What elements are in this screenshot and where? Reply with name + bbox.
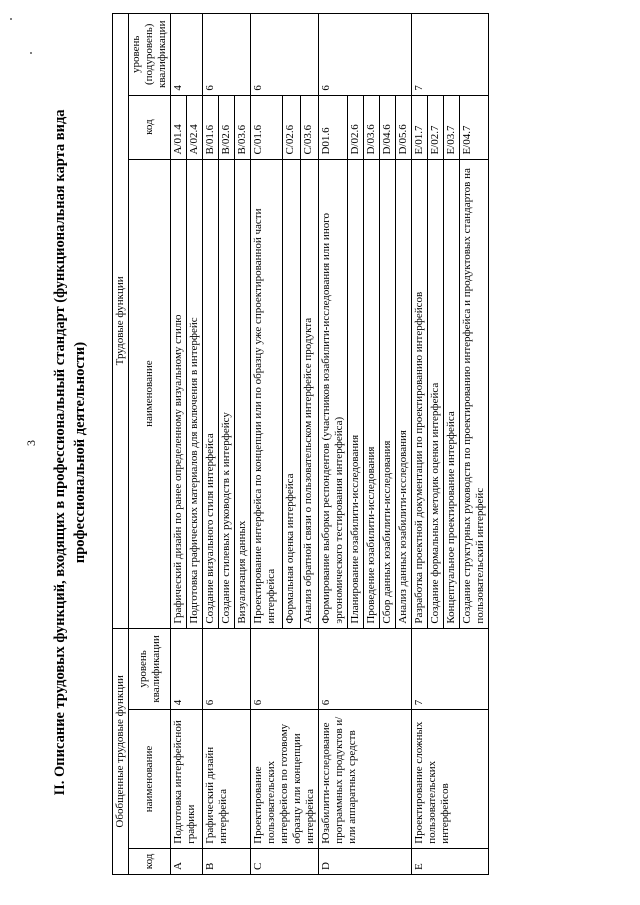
group-code: D: [319, 848, 412, 874]
header-generalized-functions: Обобщенные трудовые функции: [113, 628, 129, 874]
function-code: D/04.6: [380, 95, 396, 159]
group-level: 4: [171, 628, 203, 710]
function-level: 4: [171, 14, 203, 96]
function-code: C/03.6: [301, 95, 319, 159]
group-code: C: [251, 848, 319, 874]
header-sublevel: уровень (подуровень) квалификации: [129, 14, 171, 96]
function-code: A/01.4: [171, 95, 187, 159]
function-code: E/02.7: [428, 95, 444, 159]
function-code: C/02.6: [283, 95, 301, 159]
group-level: 6: [319, 628, 412, 710]
function-code: B/01.6: [203, 95, 219, 159]
function-name: Сбор данных юзабилити-исследования: [380, 159, 396, 628]
function-code: A/02.4: [187, 95, 203, 159]
group-level: 6: [203, 628, 251, 710]
function-code: D/03.6: [364, 95, 380, 159]
title-line-1: II. Описание трудовых функций, входящих в профессиональный стандарт (функциональная карта вида: [52, 109, 68, 796]
function-name: Графический дизайн по ранее определенному визуальному стилю: [171, 159, 187, 628]
group-level: 6: [251, 628, 319, 710]
function-code: E/04.7: [460, 95, 489, 159]
group-name: Проектирование пользовательских интерфейсов по готовому образцу или концепции интерфейса: [251, 710, 319, 849]
header-function-name: наименование: [129, 159, 171, 628]
functional-map-table: [112, 13, 489, 875]
function-name: Планирование юзабилити-исследования: [348, 159, 364, 628]
function-name: Подготовка графических материалов для включения в интерфейс: [187, 159, 203, 628]
group-code: B: [203, 848, 251, 874]
table-row: [251, 14, 283, 875]
function-name: Анализ данных юзабилити-исследования: [396, 159, 412, 628]
function-name: Визуализация данных: [235, 159, 251, 628]
function-name: Создание визуального стиля интерфейса: [203, 159, 219, 628]
table-row: [412, 14, 428, 875]
title-line-2: профессиональной деятельности): [72, 341, 88, 564]
function-code: B/03.6: [235, 95, 251, 159]
group-code: E: [412, 848, 489, 874]
table-row: [319, 14, 348, 875]
function-code: E/03.7: [444, 95, 460, 159]
page-number: 3: [24, 440, 38, 446]
header-code: код: [129, 848, 171, 874]
group-name: Подготовка интерфейсной графики: [171, 710, 203, 849]
function-code: D/02.6: [348, 95, 364, 159]
group-name: Проектирование сложных пользовательских интерфейсов: [412, 710, 489, 849]
function-name: Формирование выборки респондентов (участников юзабилити-исследования или иного эргономического тестирования интерфейса): [319, 159, 348, 628]
group-code: A: [171, 848, 203, 874]
function-name: Проведение юзабилити-исследования: [364, 159, 380, 628]
function-name: Создание стилевых руководств к интерфейсу: [219, 159, 235, 628]
table-row: [203, 14, 219, 875]
function-name: Создание структурных руководств по проектированию интерфейса и продуктовых стандартов на пользовательский интерфейс: [460, 159, 489, 628]
function-name: Концептуальное проектирование интерфейса: [444, 159, 460, 628]
function-name: Разработка проектной документации по проектированию интерфейсов: [412, 159, 428, 628]
function-name: Проектирование интерфейса по концепции или по образцу уже спроектированной части интерфейса: [251, 159, 283, 628]
function-code: B/02.6: [219, 95, 235, 159]
function-code: E/01.7: [412, 95, 428, 159]
group-level: 7: [412, 628, 489, 710]
function-code: D01.6: [319, 95, 348, 159]
header-function-code: код: [129, 95, 171, 159]
group-name: Юзабилити-исследование программных продуктов и/или аппаратных средств: [319, 710, 412, 849]
function-name: Формальная оценка интерфейса: [283, 159, 301, 628]
header-name: наименование: [129, 710, 171, 849]
function-code: D/05.6: [396, 95, 412, 159]
function-level: 7: [412, 14, 489, 96]
group-name: Графический дизайн интерфейса: [203, 710, 251, 849]
page-title: [50, 0, 90, 905]
function-level: 6: [319, 14, 412, 96]
function-name: Создание формальных методик оценки интерфейса: [428, 159, 444, 628]
function-level: 6: [251, 14, 319, 96]
function-code: C/01.6: [251, 95, 283, 159]
header-labor-functions: Трудовые функции: [113, 14, 129, 629]
table-row: [171, 14, 187, 875]
header-qualification-level: уровень квалификации: [129, 628, 171, 710]
function-name: Анализ обратной связи о пользовательском интерфейсе продукта: [301, 159, 319, 628]
function-level: 6: [203, 14, 251, 96]
